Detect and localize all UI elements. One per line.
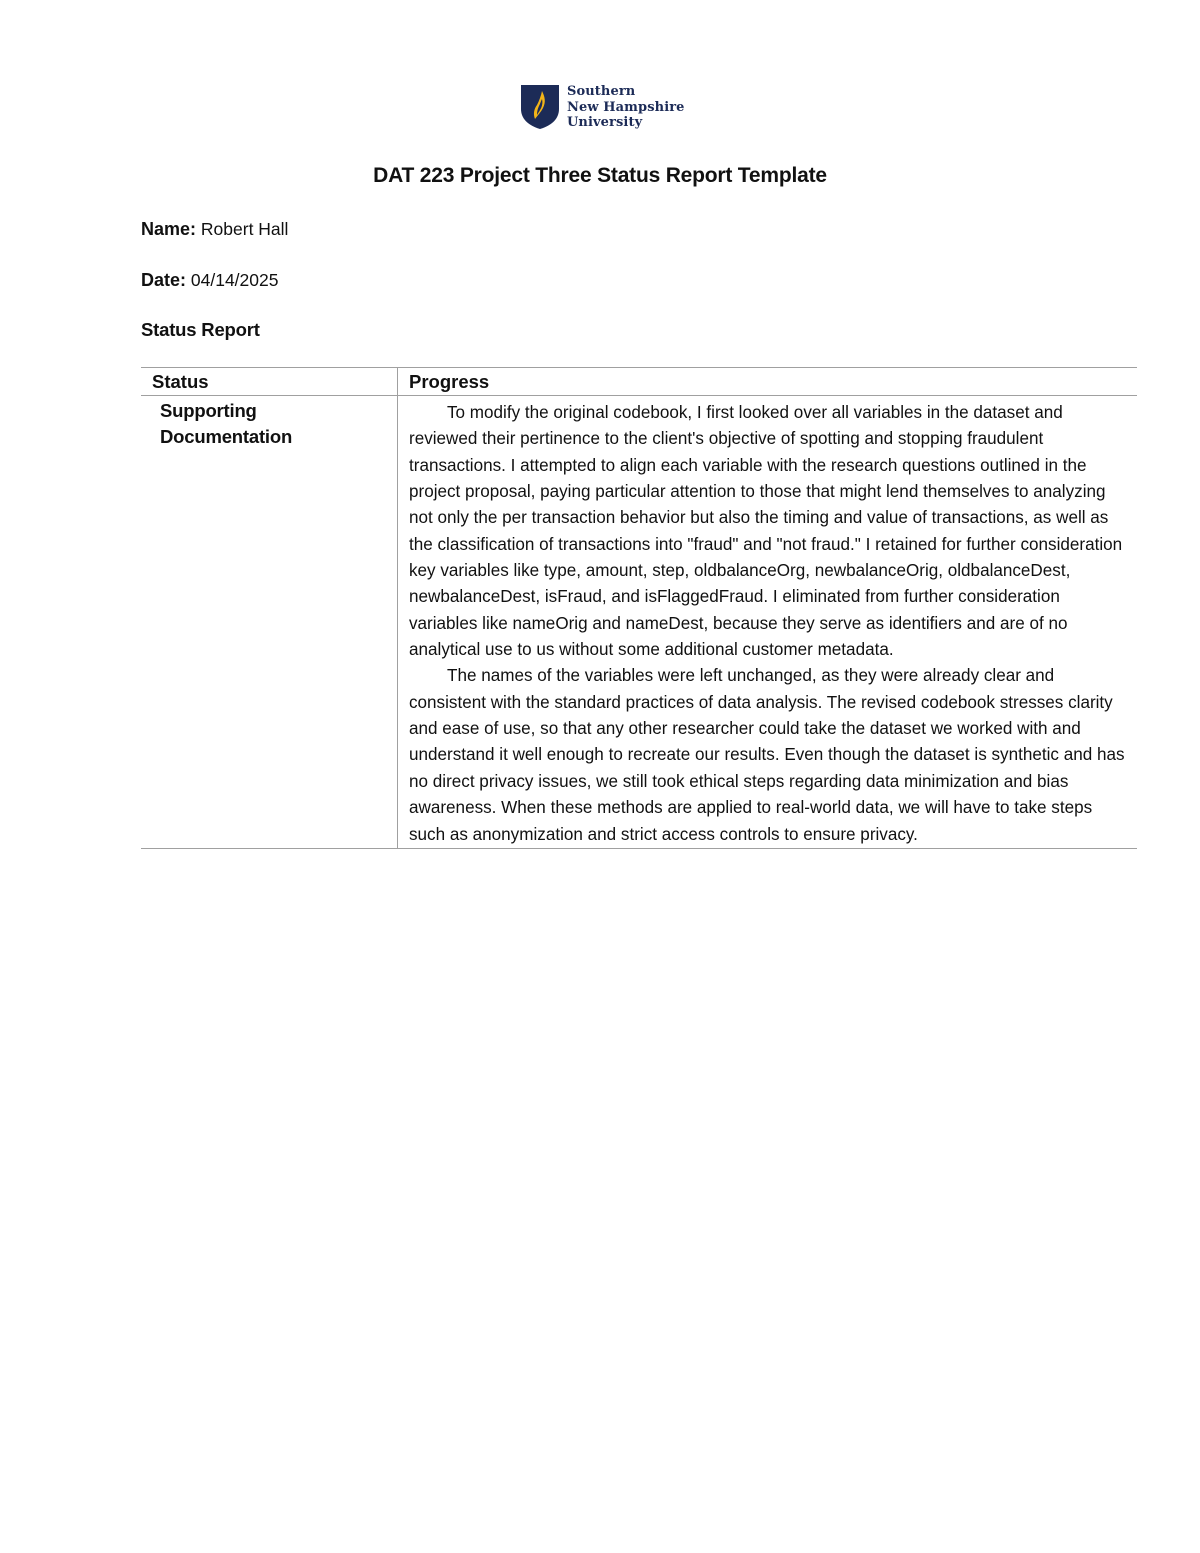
- date-label: Date:: [141, 270, 187, 290]
- logo-line-3: University: [567, 115, 643, 130]
- status-line-2: Documentation: [160, 426, 293, 447]
- progress-paragraph-2: The names of the variables were left unchanged, as they were already clear and consistent with the standard practices of data analysis. The revised codebook stresses clarity and ease of use, so that any other researcher could take the dataset we worked with and understand it well enough to recreate our results. Even though the dataset is synthetic and has no direct privacy issues, we still took ethical steps regarding data minimization and bias awareness. When these methods are applied to real-world data, we will have to take steps such as anonymization and strict access controls to ensure privacy.: [409, 666, 1125, 844]
- status-report-table: [141, 367, 1137, 849]
- progress-cell: [398, 396, 1138, 849]
- name-value: Robert Hall: [200, 219, 289, 239]
- date-value: 04/14/2025: [190, 270, 279, 290]
- flame-shield-icon: [520, 84, 560, 130]
- name-label: Name:: [141, 219, 197, 239]
- table-row: [141, 396, 1137, 849]
- document-title: DAT 223 Project Three Status Report Template: [373, 164, 827, 187]
- status-cell: [141, 396, 398, 849]
- status-column-header: Status: [141, 368, 398, 396]
- name-field: [141, 219, 288, 240]
- date-field: [141, 270, 278, 291]
- status-line-1: Supporting: [160, 400, 257, 421]
- progress-column-header: Progress: [398, 368, 1138, 396]
- progress-paragraph-1: To modify the original codebook, I first looked over all variables in the dataset and reviewed their pertinence to the client's objective of spotting and stopping fraudulent transactions. I attempted to align each variable with the research questions outlined in the project proposal, paying particular attention to those that might lend themselves to analyzing not only the per transaction behavior but also the timing and value of transactions, as well as the classification of transactions into "fraud" and "not fraud." I retained for further consideration key variables like type, amount, step, oldbalanceOrg, newbalanceOrig, oldbalanceDest, newbalanceDest, isFraud, and isFlaggedFraud. I eliminated from further consideration variables like nameOrig and nameDest, because they serve as identifiers and are of no analytical use to us without some additional customer metadata.: [409, 403, 1123, 660]
- logo-line-1: Southern: [567, 84, 636, 99]
- section-heading: Status Report: [141, 319, 260, 340]
- logo-line-2: New Hampshire: [567, 99, 685, 115]
- table-header-row: [141, 368, 1137, 396]
- logo-wordmark: [567, 84, 685, 131]
- university-logo: [520, 84, 685, 131]
